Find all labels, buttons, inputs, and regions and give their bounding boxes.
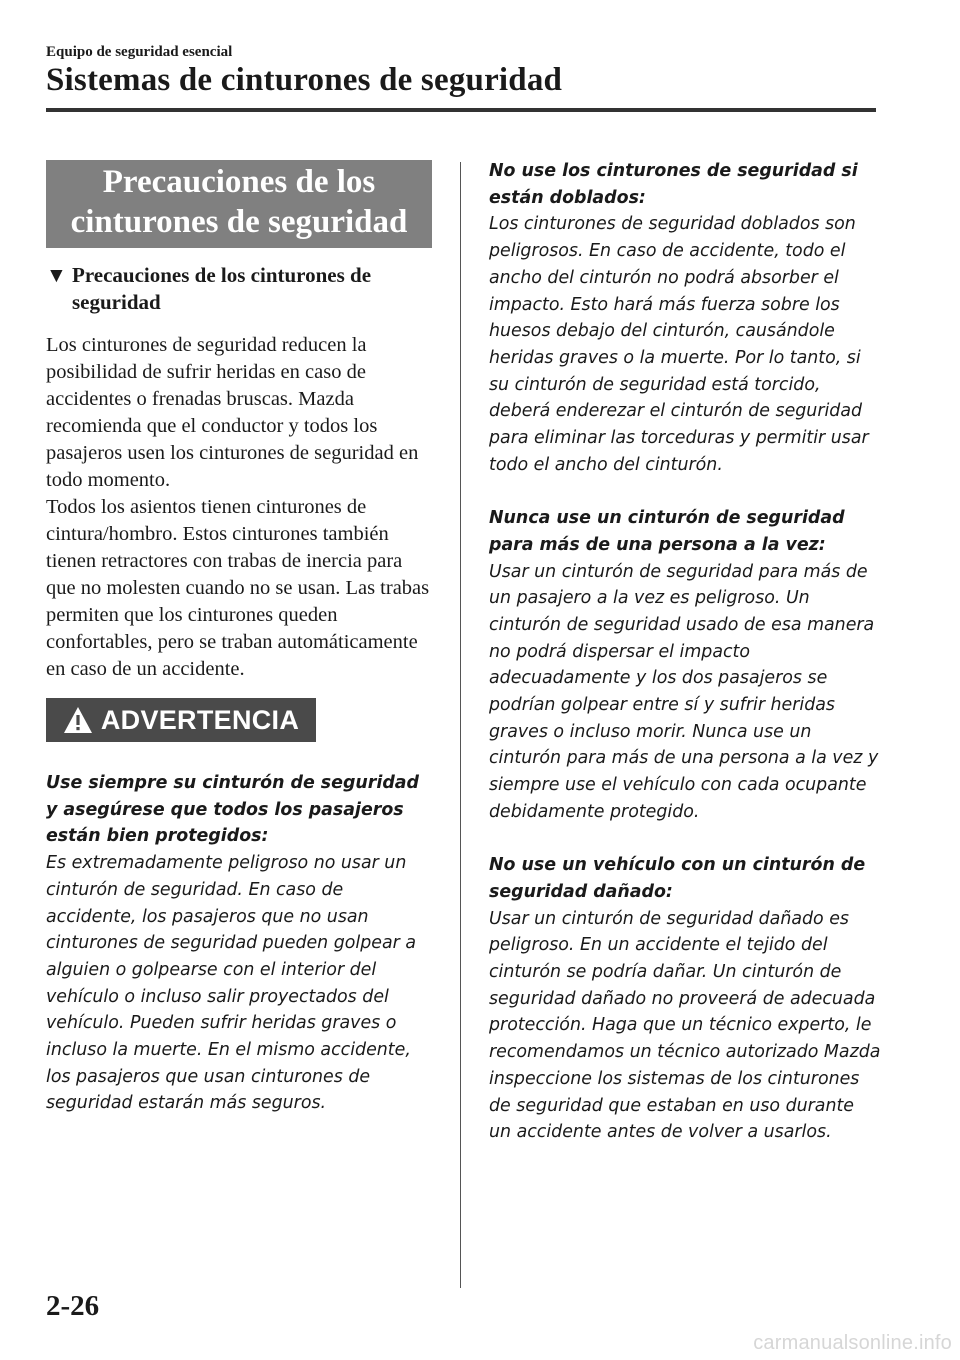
body-text bbox=[46, 332, 432, 683]
warning-heading-3: Nunca use un cinturón de seguridad para más de una persona a la vez: bbox=[489, 508, 845, 555]
warning-triangle-icon bbox=[63, 706, 93, 734]
warning-heading-1: Use siempre su cinturón de seguridad y asegúrese que todos los pasajeros están bien protegidos: bbox=[46, 773, 419, 847]
body-paragraph-2: Todos los asientos tienen cinturones de cintura/hombro. Estos cinturones también tienen retractores con trabas de inercia para que no molesten cuando no se usan. Las trabas permiten que los cinturones queden confortables, pero se traban automáticamente en caso de un accidente. bbox=[46, 496, 430, 680]
subheading bbox=[46, 262, 432, 316]
section-label: Equipo de seguridad esencial bbox=[46, 44, 233, 60]
topic-title-box bbox=[46, 160, 432, 248]
warning-text-4: Usar un cinturón de seguridad dañado es peligroso. En un accidente el tejido del cinturón se podría dañar. Un cinturón de seguridad dañado no proveerá de adecuada protección. Haga que un técnico experto, le recomendamos un técnico autorizado Mazda inspeccione los sistemas de los cinturones de seguridad que estaban en uso durante un accidente antes de volver a usarlos. bbox=[489, 908, 881, 1143]
warning-block-3 bbox=[489, 505, 881, 825]
triangle-down-icon: ▼ bbox=[46, 263, 67, 287]
page-number: 2-26 bbox=[46, 1290, 100, 1322]
warning-text-3: Usar un cinturón de seguridad para más de un pasajero a la vez es peligroso. Un cinturón de seguridad usado de esa manera no podrá dispersar el impacto adecuadamente y los dos pasajeros se podrían golpear entre sí y sufrir heridas graves o incluso morir. Nunca use un cinturón para más de una persona a la vez y siempre use el vehículo con cada ocupante debidamente protegido. bbox=[489, 561, 879, 822]
warning-text-2: Los cinturones de seguridad doblados son peligrosos. En caso de accidente, todo el ancho del cinturón no podrá absorber el impacto. Esto hará más fuerza sobre los huesos debajo del cinturón, causándole heridas graves o la muerte. Por lo tanto, si su cinturón de seguridad está torcido, deberá enderezar el cinturón de seguridad para eliminar las torceduras y permitir usar todo el ancho del cinturón. bbox=[489, 214, 869, 475]
warning-heading-2: No use los cinturones de seguridad si están doblados: bbox=[489, 161, 858, 208]
subheading-text: Precauciones de los cinturones de seguridad bbox=[72, 263, 372, 314]
warning-badge-label: ADVERTENCIA bbox=[100, 704, 300, 735]
warning-badge bbox=[46, 698, 316, 742]
watermark: carmanualsonline.info bbox=[753, 1332, 952, 1354]
warning-block-4 bbox=[489, 852, 881, 1146]
column-divider bbox=[460, 162, 461, 1288]
topic-title-line-2: cinturones de seguridad bbox=[70, 204, 408, 240]
right-column bbox=[489, 158, 881, 1146]
warning-heading-4: No use un vehículo con un cinturón de seguridad dañado: bbox=[489, 855, 866, 902]
header-rule bbox=[46, 108, 876, 112]
body-paragraph-1: Los cinturones de seguridad reducen la posibilidad de sufrir heridas en caso de accidentes o frenadas bruscas. Mazda recomienda que el conductor y todos los pasajeros usen los cinturones de seguridad en todo momento. bbox=[46, 334, 419, 491]
left-column bbox=[46, 160, 432, 1117]
topic-title-line-1: Precauciones de los bbox=[102, 164, 376, 200]
warning-block-2 bbox=[489, 158, 881, 478]
warning-text-1: Es extremadamente peligroso no usar un cinturón de seguridad. En caso de accidente, los pasajeros que no usan cinturones de seguridad pueden golpear a alguien o golpearse con el interior del vehículo o incluso salir proyectados del vehículo. Pueden sufrir heridas graves o incluso la muerte. En el mismo accidente, los pasajeros que usan cinturones de seguridad estarán más seguros. bbox=[46, 853, 416, 1114]
chapter-title: Sistemas de cinturones de seguridad bbox=[46, 62, 563, 98]
warning-block-1 bbox=[46, 770, 432, 1117]
